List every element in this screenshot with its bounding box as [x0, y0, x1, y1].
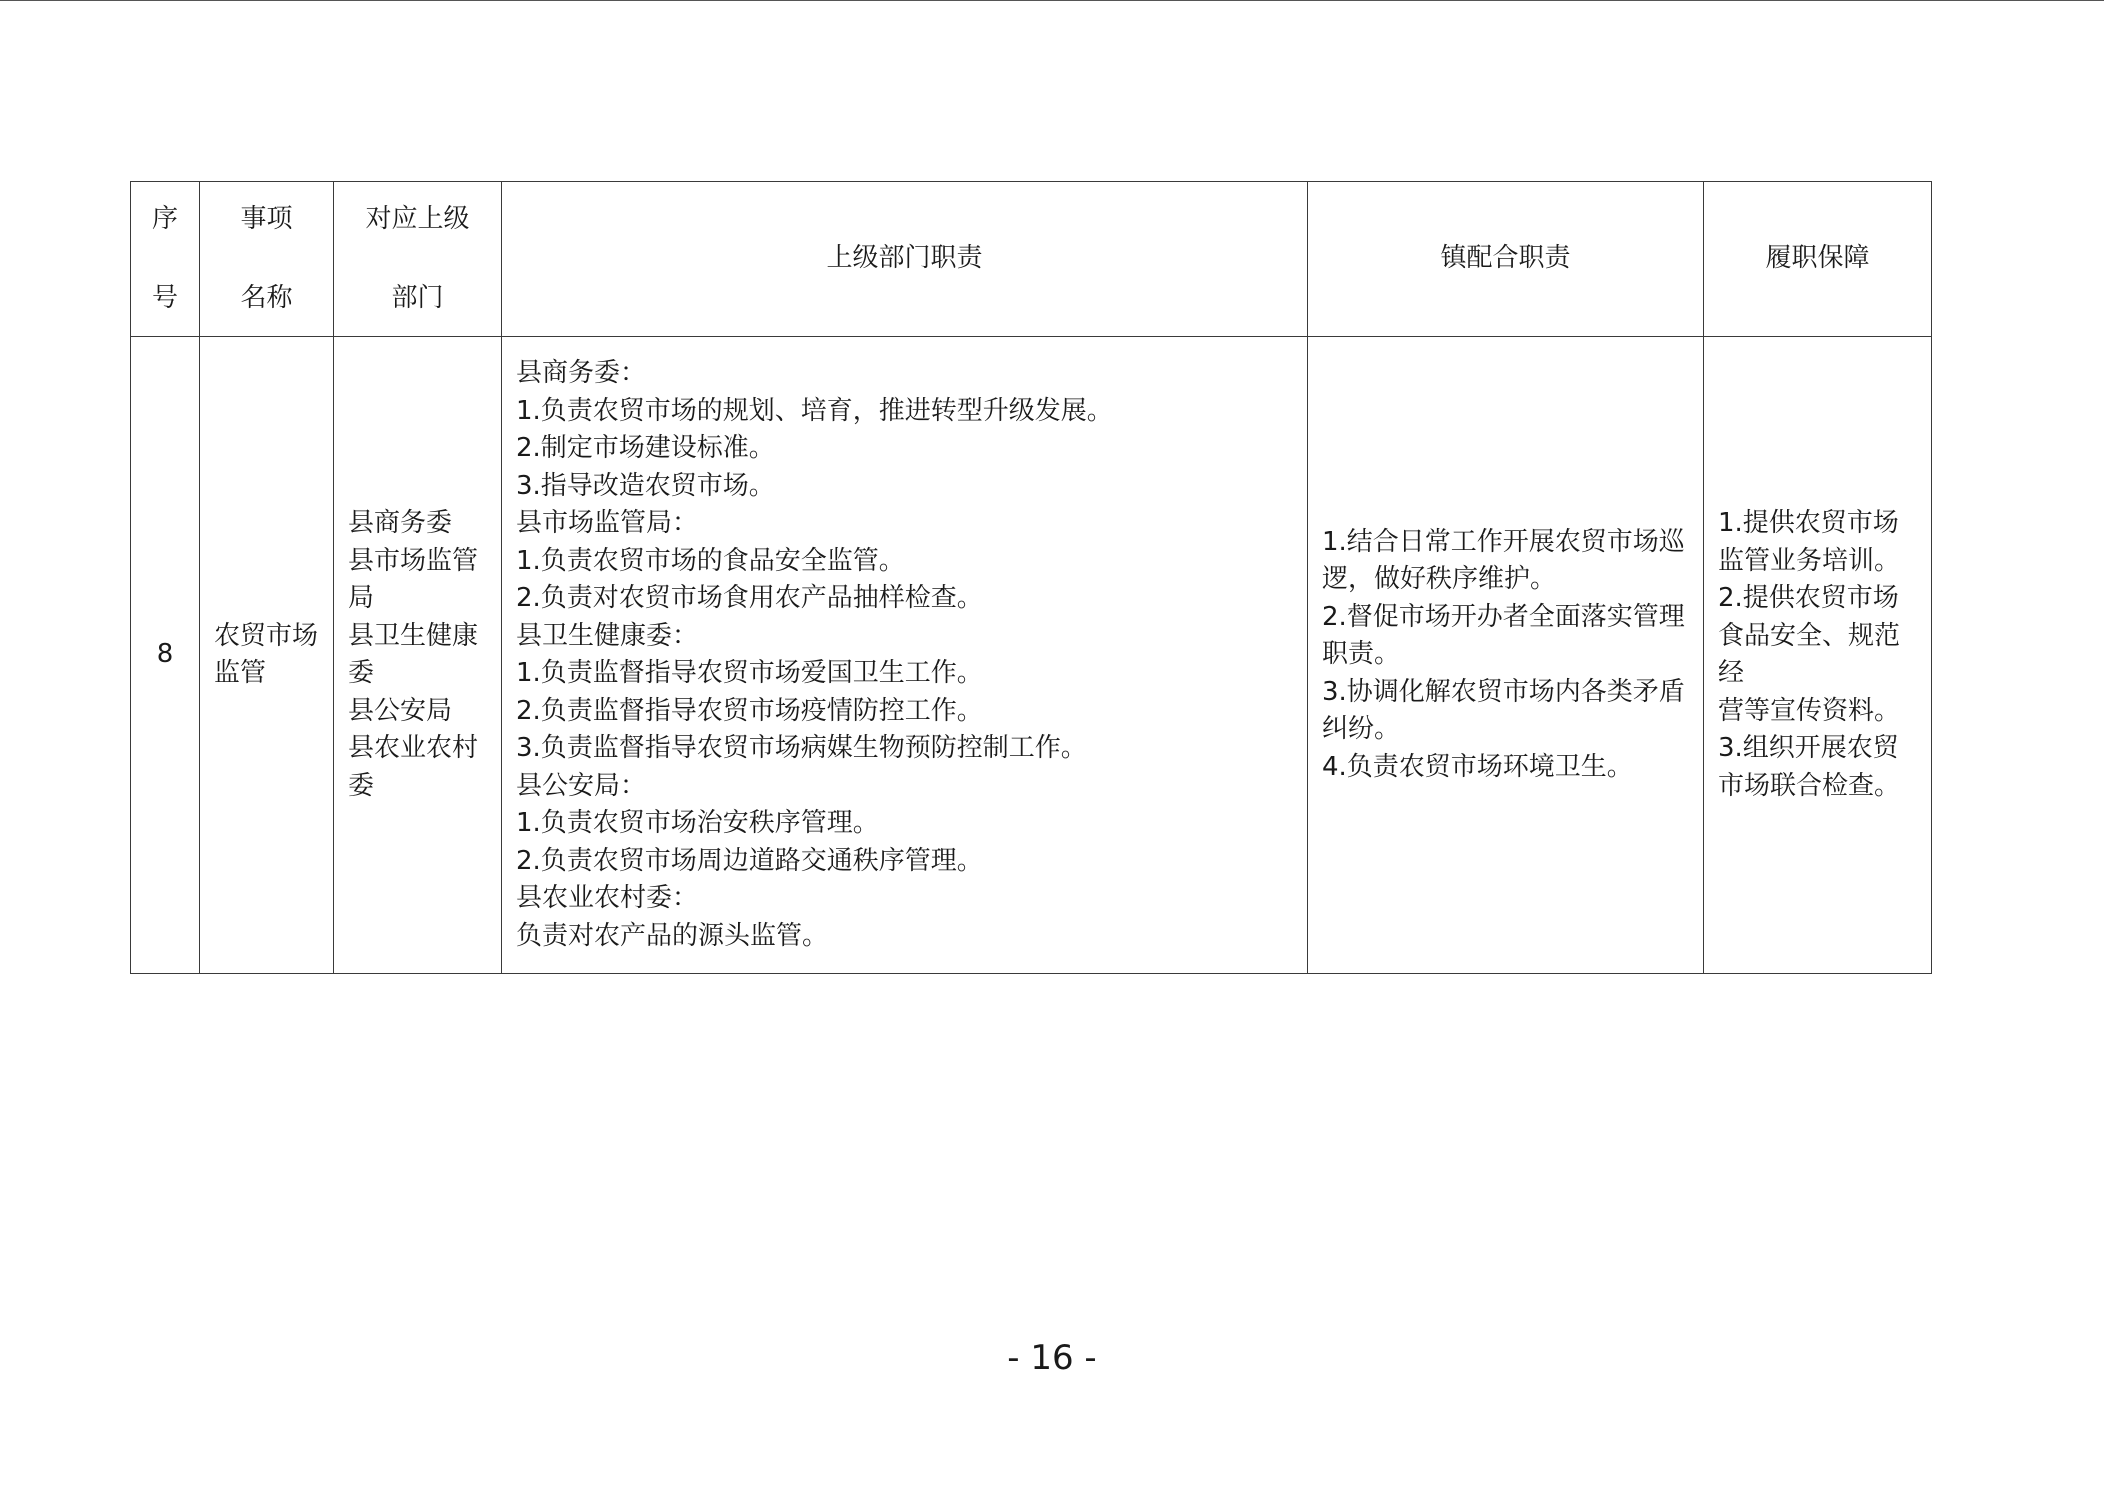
guarantee-line: 食品安全、规范经 — [1718, 620, 1901, 688]
upper-dept-line: 县农业农村 — [348, 733, 479, 763]
town-duty-line: 逻，做好秩序维护。 — [1322, 564, 1557, 595]
upper-dept-line: 县市场监管 — [348, 545, 479, 576]
upper-duty-line: 2.制定市场建设标准。 — [516, 433, 775, 463]
header-item-name-line-1: 事项 — [240, 204, 293, 234]
upper-duty-line: 县商务委： — [516, 358, 647, 388]
upper-dept-line: 县公安局 — [348, 695, 453, 726]
guarantee-line: 营等宣传资料。 — [1718, 695, 1901, 726]
item-name-line: 农贸市场 — [214, 620, 319, 651]
upper-duty-line: 3.指导改造农贸市场。 — [516, 470, 775, 501]
upper-duty-line: 1.负责农贸市场治安秩序管理。 — [516, 808, 879, 838]
upper-dept-line: 局 — [348, 583, 375, 613]
town-duty-line: 纠纷。 — [1322, 714, 1401, 745]
upper-dept-line: 县卫生健康 — [348, 620, 479, 651]
upper-dept-line: 委 — [348, 658, 375, 688]
header-town-duty: 镇配合职责 — [1308, 182, 1704, 337]
upper-duty-line: 县市场监管局： — [516, 508, 699, 538]
upper-duty-line: 2.负责对农贸市场食用农产品抽样检查。 — [516, 583, 983, 613]
row-guarantee — [1704, 337, 1932, 974]
item-name-line: 监管 — [214, 658, 267, 688]
upper-duty-line: 县卫生健康委： — [516, 620, 699, 651]
header-upper-dept-line-1: 对应上级 — [365, 204, 470, 234]
row-index: 8 — [131, 337, 200, 974]
header-upper-dept — [334, 182, 502, 337]
guarantee-line: 2.提供农贸市场 — [1718, 583, 1899, 613]
table-header-row — [131, 182, 1932, 337]
guarantee-line: 1.提供农贸市场 — [1718, 508, 1899, 538]
upper-dept-line: 委 — [348, 770, 375, 801]
upper-duty-line: 县农业农村委： — [516, 883, 699, 913]
row-town-duty — [1308, 337, 1704, 974]
upper-duty-line: 1.负责农贸市场的食品安全监管。 — [516, 545, 905, 576]
town-duty-line: 3.协调化解农贸市场内各类矛盾 — [1322, 676, 1685, 707]
town-duty-line: 2.督促市场开办者全面落实管理 — [1322, 601, 1685, 632]
guarantee-line: 市场联合检查。 — [1718, 770, 1901, 801]
page-number: - 16 - — [1007, 1338, 1097, 1378]
table-row — [131, 337, 1932, 974]
header-item-name-line-2: 名称 — [240, 282, 293, 313]
guarantee-line: 3.组织开展农贸 — [1718, 733, 1899, 763]
header-index-line-1: 序 — [151, 204, 178, 234]
town-duty-line: 4.负责农贸市场环境卫生。 — [1322, 751, 1633, 782]
upper-duty-line: 3.负责监督指导农贸市场病媒生物预防控制工作。 — [516, 733, 1087, 763]
guarantee-line: 监管业务培训。 — [1718, 545, 1901, 576]
header-upper-duty: 上级部门职责 — [502, 182, 1308, 337]
header-guarantee: 履职保障 — [1704, 182, 1932, 337]
header-upper-dept-line-2: 部门 — [391, 282, 444, 313]
town-duty-line: 1.结合日常工作开展农贸市场巡 — [1322, 526, 1685, 557]
page-top-border — [0, 0, 2104, 1]
header-index-line-2: 号 — [151, 282, 178, 313]
upper-duty-line: 负责对农产品的源头监管。 — [516, 920, 829, 951]
header-index — [131, 182, 200, 337]
row-upper-duty — [502, 337, 1308, 974]
upper-duty-line: 2.负责农贸市场周边道路交通秩序管理。 — [516, 845, 983, 876]
row-upper-dept — [334, 337, 502, 974]
upper-duty-line: 县公安局： — [516, 770, 647, 801]
row-item-name — [200, 337, 334, 974]
duty-table — [130, 181, 1932, 974]
upper-duty-line: 2.负责监督指导农贸市场疫情防控工作。 — [516, 695, 983, 726]
town-duty-line: 职责。 — [1322, 639, 1401, 670]
upper-duty-line: 1.负责农贸市场的规划、培育，推进转型升级发展。 — [516, 395, 1113, 426]
header-item-name — [200, 182, 334, 337]
upper-dept-line: 县商务委 — [348, 508, 453, 538]
upper-duty-line: 1.负责监督指导农贸市场爱国卫生工作。 — [516, 658, 983, 688]
